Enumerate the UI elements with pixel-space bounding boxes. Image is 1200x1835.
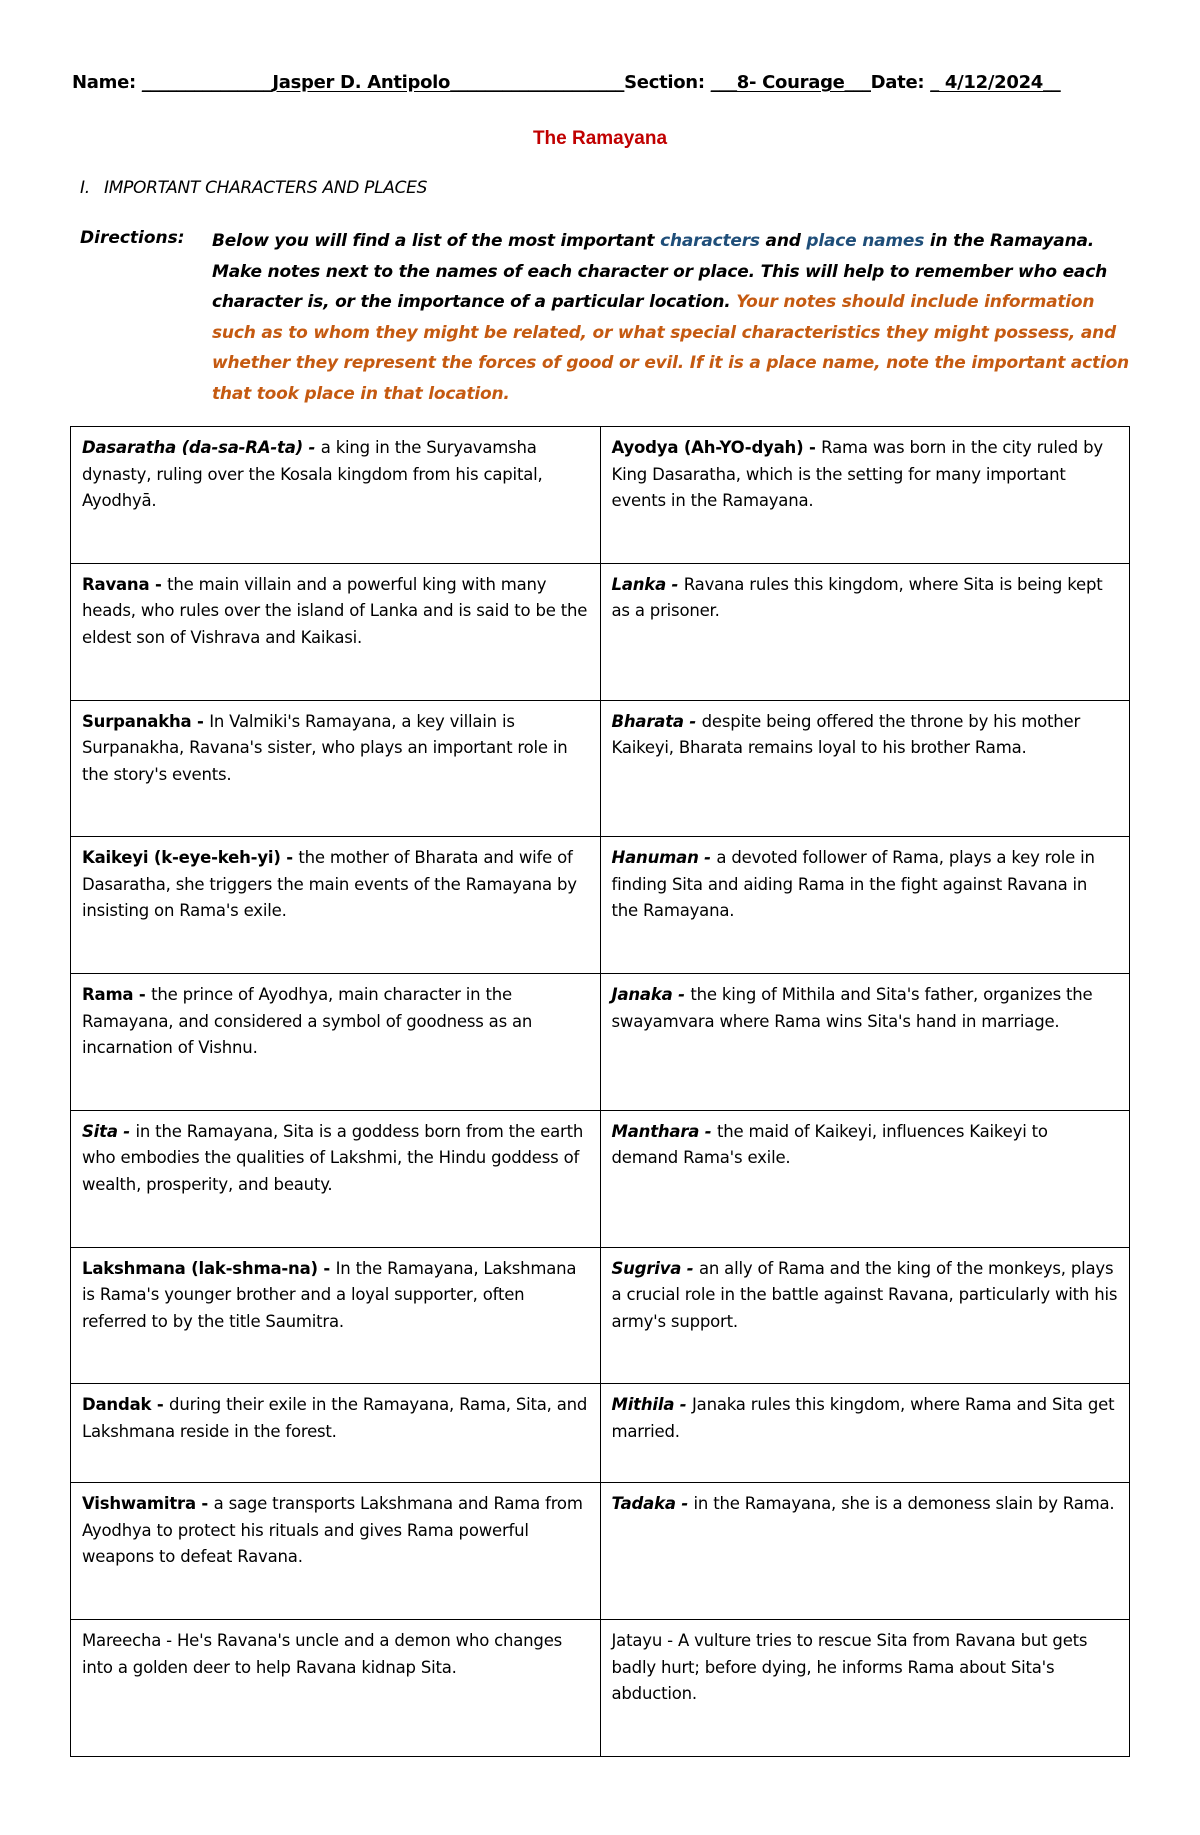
directions-highlight-place-names: place names <box>806 231 925 251</box>
entry-note: a sage transports Lakshmana and Rama from Ayodhya to protect his rituals and gives Rama powerful weapons to defeat Ravana. <box>82 1494 583 1567</box>
table-cell-right <box>600 1483 1130 1620</box>
table-row <box>71 700 1130 837</box>
entry-term: Kaikeyi (k-eye-keh-yi) - <box>82 848 299 868</box>
directions-notes-guidance: Your notes should include information such as to whom they might be related, or what special characteristics they might possess, and whether they represent the forces of good or evil. If it is a place name, note the important action that took place in that location. <box>212 292 1129 404</box>
entry-term: Bharata - <box>611 711 702 731</box>
entry-note: the prince of Ayodhya, main character in the Ramayana, and considered a symbol of goodness as an incarnation of Vishnu. <box>82 985 533 1057</box>
student-info-line <box>72 72 1132 93</box>
entry-note: Janaka rules this kingdom, where Rama and Sita get married. <box>611 1395 1115 1441</box>
entry-term: Lakshmana (lak-shma-na) - <box>82 1258 336 1278</box>
table-row <box>71 1620 1130 1757</box>
entry-note: during their exile in the Ramayana, Rama, Sita, and Lakshmana reside in the forest. <box>82 1395 588 1441</box>
entry-term: Surpanakha - <box>82 711 210 731</box>
section-label: Section: <box>624 72 711 93</box>
entry-term: Ravana - <box>82 574 168 594</box>
table-row <box>71 1483 1130 1620</box>
table-row <box>71 1110 1130 1247</box>
entry-note: Rama was born in the city ruled by King Dasaratha, which is the setting for many important events in the Ramayana. <box>611 438 1103 510</box>
student-name: Jasper D. Antipolo <box>272 72 451 93</box>
entry-note: a devoted follower of Rama, plays a key role in finding Sita and aiding Rama in the fight against Ravana in the Ramayana. <box>611 848 1095 921</box>
directions-label: Directions: <box>80 228 185 248</box>
section-heading-text: IMPORTANT CHARACTERS AND PLACES <box>104 178 428 198</box>
entry-note: a king in the Suryavamsha dynasty, ruling over the Kosala kingdom from his capital, Ayodhyā. <box>82 438 543 510</box>
table-cell-right <box>600 837 1130 974</box>
table-row <box>71 1247 1130 1384</box>
table-row <box>71 563 1130 700</box>
entry-note: the mother of Bharata and wife of Dasaratha, she triggers the main events of the Ramayana by insisting on Rama's exile. <box>82 848 577 921</box>
entry-term: Dandak - <box>82 1395 170 1415</box>
section-number: I. <box>80 178 90 198</box>
entry-note: the king of Mithila and Sita's father, organizes the swayamvara where Rama wins Sita's hand in marriage. <box>611 985 1093 1031</box>
entry-term: Mithila - <box>611 1395 692 1415</box>
entry-term: Tadaka - <box>611 1494 694 1514</box>
entry-note: in the Ramayana, Sita is a goddess born from the earth who embodies the qualities of Lakshmi, the Hindu goddess of wealth, prosperity, and beauty. <box>82 1121 584 1194</box>
entry-term: Jatayu - <box>611 1631 678 1651</box>
table-row <box>71 974 1130 1111</box>
table-row <box>71 837 1130 974</box>
table-cell-left <box>71 700 601 837</box>
table-cell-right <box>600 700 1130 837</box>
table-cell-right <box>600 1247 1130 1384</box>
table-cell-left <box>71 427 601 564</box>
section-heading <box>80 178 427 198</box>
table-cell-right <box>600 563 1130 700</box>
entry-term: Janaka - <box>611 985 691 1004</box>
entry-term: Ayodya (Ah-YO-dyah) - <box>611 438 822 457</box>
entry-term: Vishwamitra - <box>82 1494 214 1514</box>
name-label: Name: <box>72 72 142 93</box>
table-cell-right <box>600 974 1130 1111</box>
document-title: The Ramayana <box>532 128 668 149</box>
table-cell-left <box>71 563 601 700</box>
entry-term: Lanka - <box>611 574 684 594</box>
entry-note: He's Ravana's uncle and a demon who changes into a golden deer to help Ravana kidnap Sita. <box>82 1631 563 1677</box>
entry-term: Rama - <box>82 985 152 1004</box>
directions-highlight-characters: characters <box>660 231 760 251</box>
table-cell-left <box>71 1620 601 1757</box>
entry-term: Hanuman - <box>611 848 717 868</box>
directions-part-1: Below you will find a list of the most important <box>212 231 661 251</box>
entry-note: Ravana rules this kingdom, where Sita is being kept as a prisoner. <box>611 574 1103 621</box>
date-value: _ 4/12/2024__ <box>930 72 1061 93</box>
table-cell-right <box>600 1110 1130 1247</box>
entry-note: In Valmiki's Ramayana, a key villain is Surpanakha, Ravana's sister, who plays an important role in the story's events. <box>82 711 568 784</box>
table-cell-left <box>71 1483 601 1620</box>
directions-part-3: in the Ramayana. Make notes next to the names of each character or place. This will help to remember who each character is, or the importance of a particular location. <box>212 231 1107 313</box>
entry-note: the maid of Kaikeyi, influences Kaikeyi to demand Rama's exile. <box>611 1121 1048 1168</box>
table-cell-right <box>600 1620 1130 1757</box>
table-cell-left <box>71 837 601 974</box>
name-blank-prefix: _______________ <box>141 72 273 93</box>
table-cell-left <box>71 1110 601 1247</box>
entry-note: despite being offered the throne by his mother Kaikeyi, Bharata remains loyal to his brother Rama. <box>611 711 1081 757</box>
table-cell-right <box>600 1384 1130 1483</box>
entry-note: the main villain and a powerful king with many heads, who rules over the island of Lanka and is said to be the eldest son of Vishrava and Kaikasi. <box>82 574 588 647</box>
table-cell-left <box>71 974 601 1111</box>
directions-text <box>212 226 1132 410</box>
table-cell-left <box>71 1247 601 1384</box>
entry-term: Dasaratha (da-sa-RA-ta) - <box>82 438 321 457</box>
entry-term: Sita - <box>82 1121 136 1141</box>
table-cell-right <box>600 427 1130 564</box>
characters-places-table <box>70 426 1130 1757</box>
table-row <box>71 1384 1130 1483</box>
directions-part-2: and <box>759 231 807 251</box>
entry-term: Manthara - <box>611 1121 717 1141</box>
entry-note: an ally of Rama and the king of the monkeys, plays a crucial role in the battle against Ravana, particularly with his army's support. <box>611 1258 1118 1331</box>
table-cell-left <box>71 1384 601 1483</box>
entry-note: in the Ramayana, she is a demoness slain by Rama. <box>693 1494 1115 1514</box>
entry-note: A vulture tries to rescue Sita from Ravana but gets badly hurt; before dying, he informs Rama about Sita's abduction. <box>611 1631 1088 1704</box>
date-label: Date: <box>870 72 931 93</box>
entry-note: In the Ramayana, Lakshmana is Rama's younger brother and a loyal supporter, often referred to by the title Saumitra. <box>82 1258 577 1331</box>
entry-term: Sugriva - <box>611 1258 699 1278</box>
table-row <box>71 427 1130 564</box>
entry-term: Mareecha - <box>82 1631 177 1651</box>
name-blank-suffix: ____________________ <box>450 72 625 93</box>
section-value: ___8- Courage___ <box>710 72 871 93</box>
